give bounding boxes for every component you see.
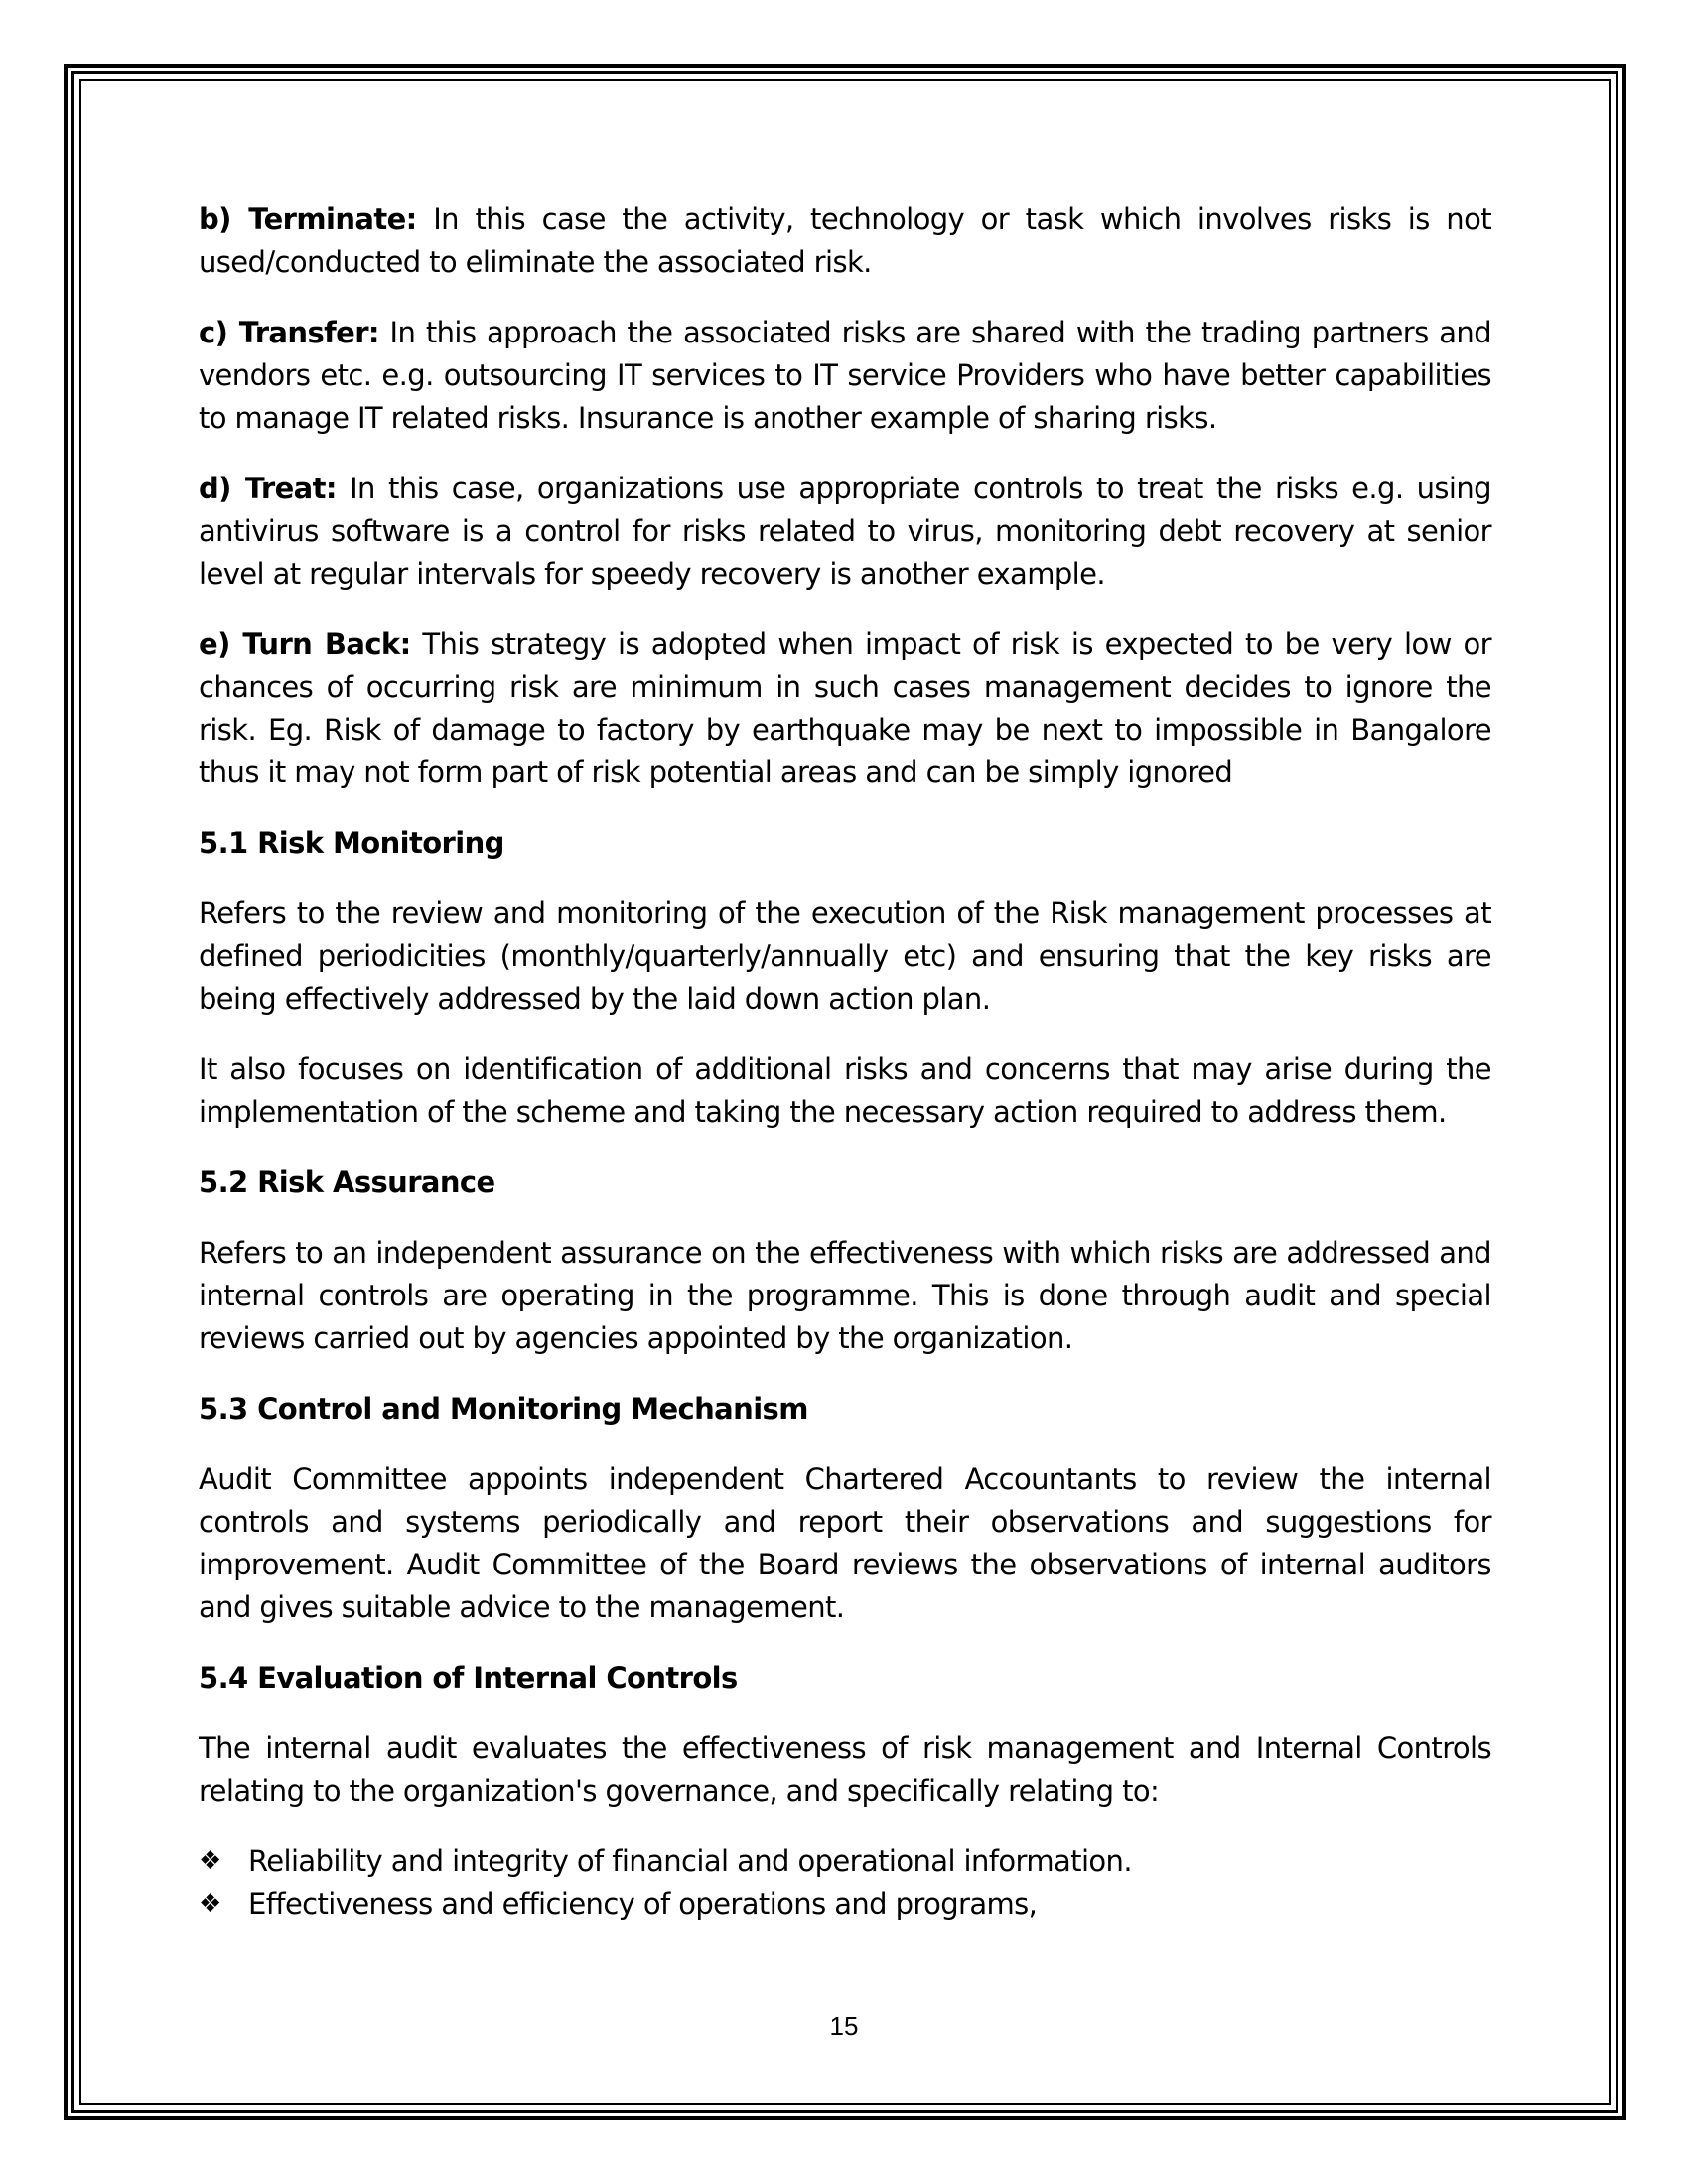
- four-diamond-bullet-icon: ❖: [199, 1889, 221, 1919]
- strategy-terminate-text: In this case the activity, technology or task which involves risks is not used/conducted to eliminate the associated risk.: [199, 203, 1491, 279]
- heading-control-monitoring: 5.3 Control and Monitoring Mechanism: [199, 1392, 808, 1426]
- risk-assurance-paragraph: Refers to an independent assurance on the effectiveness with which risks are addressed and internal controls are operating in the programme. This is done through audit and special reviews carried out by agencies appointed by the organization.: [199, 1236, 1491, 1355]
- strategy-treat: [199, 468, 1491, 596]
- strategy-turn-back: [199, 623, 1491, 794]
- list-item: [199, 1841, 1491, 1883]
- evaluation-bullet-list: [199, 1841, 1491, 1926]
- evaluation-paragraph: The internal audit evaluates the effectiveness of risk management and Internal Controls relating to the organization's governance, and specifically relating to:: [199, 1731, 1491, 1808]
- strategy-terminate: [199, 199, 1491, 284]
- heading-evaluation-internal-controls: 5.4 Evaluation of Internal Controls: [199, 1661, 738, 1695]
- page-number: 15: [829, 2011, 859, 2041]
- strategy-transfer: [199, 312, 1491, 440]
- strategy-treat-text: In this case, organizations use appropriate controls to treat the risks e.g. using antivirus software is a control for risks related to virus, monitoring debt recovery at senior level at regular intervals for speedy recovery is another example.: [199, 472, 1491, 591]
- control-monitoring-paragraph: Audit Committee appoints independent Chartered Accountants to review the internal controls and systems periodically and report their observations and suggestions for improvement. Audit Committee of the Board reviews the observations of internal auditors and gives suitable advice to the management.: [199, 1462, 1491, 1624]
- four-diamond-bullet-icon: ❖: [199, 1846, 221, 1876]
- strategy-terminate-label: b) Terminate:: [199, 203, 417, 236]
- risk-monitoring-paragraph-1: Refers to the review and monitoring of the execution of the Risk management processes at defined periodicities (monthly/quarterly/annually etc) and ensuring that the key risks are being effectively addressed by the laid down action plan.: [199, 896, 1491, 1016]
- heading-risk-assurance: 5.2 Risk Assurance: [199, 1165, 495, 1199]
- strategy-turn-back-text: This strategy is adopted when impact of risk is expected to be very low or chances of occurring risk are minimum in such cases management decides to ignore the risk. Eg. Risk of damage to factory by earthquake may be next to impossible in Bangalore thus it may not form part of risk potential areas and can be simply ignored: [199, 627, 1491, 789]
- strategy-transfer-text: In this approach the associated risks are shared with the trading partners and vendors etc. e.g. outsourcing IT services to IT service Providers who have better capabilities to manage IT related risks. Insurance is another example of sharing risks.: [199, 316, 1491, 435]
- list-item-text: Effectiveness and efficiency of operations and programs,: [248, 1887, 1038, 1921]
- page-content: [199, 199, 1491, 1926]
- strategy-turn-back-label: e) Turn Back:: [199, 627, 411, 661]
- strategy-treat-label: d) Treat:: [199, 472, 337, 505]
- list-item-text: Reliability and integrity of financial and operational information.: [248, 1844, 1132, 1878]
- strategy-transfer-label: c) Transfer:: [199, 316, 379, 349]
- list-item: [199, 1883, 1491, 1926]
- risk-monitoring-paragraph-2: It also focuses on identification of additional risks and concerns that may arise during the implementation of the scheme and taking the necessary action required to address them.: [199, 1052, 1491, 1129]
- heading-risk-monitoring: 5.1 Risk Monitoring: [199, 826, 504, 860]
